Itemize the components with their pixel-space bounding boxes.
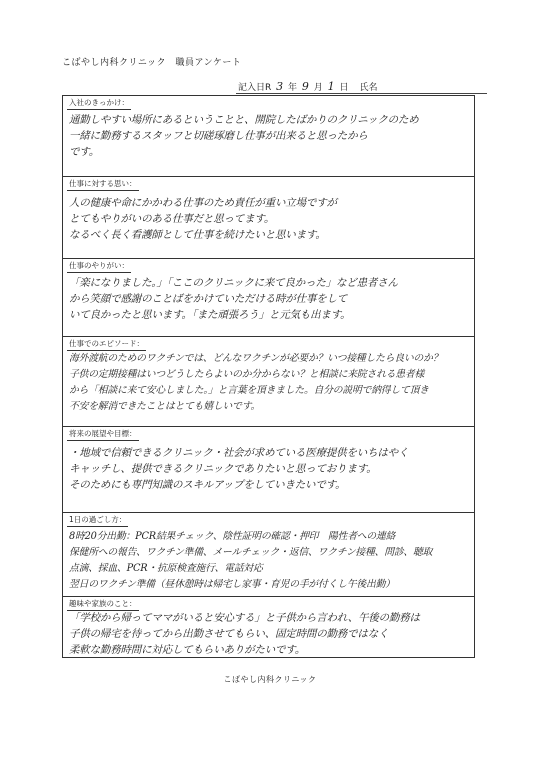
date-year-value: 3	[276, 80, 284, 93]
section-label: 将来の展望や目標：	[67, 429, 139, 441]
page-title: こばやし内科クリニック 職員アンケート	[62, 58, 242, 68]
handwritten-line: 翌日のワクチン準備（昼休憩時は帰宅し家事・育児の手が付くし午後出勤）	[69, 579, 395, 590]
section-label: 入社のきっかけ：	[67, 98, 131, 110]
handwritten-line: 点滴、採血、PCR・抗原検査施行、電話対応	[69, 563, 263, 574]
section-work-episode	[63, 336, 474, 426]
section-label: 1日の過ごし方：	[67, 515, 128, 527]
handwritten-line: なるべく長く看護師として仕事を続けたいと思います。	[69, 229, 326, 241]
footer-clinic-name: こばやし内科クリニック	[223, 675, 317, 684]
section-thoughts-on-work	[63, 176, 474, 258]
handwritten-line: 柔軟な勤務時間に対応してもらいありがたいです。	[69, 644, 306, 656]
handwritten-line: から笑顔で感謝のことばをかけていただける時が仕事をして	[69, 293, 348, 305]
section-reason-for-joining	[63, 96, 474, 176]
date-month-label: 月	[313, 83, 323, 93]
date-day-label: 日	[339, 83, 349, 93]
handwritten-line: 保健所への報告、ワクチン準備、メールチェック・返信、ワクチン接種、問診、聴取	[69, 547, 433, 558]
name-label: 氏名	[359, 83, 378, 93]
handwritten-line: 一緒に勤務するスタッフと切磋琢磨し仕事が出来ると思ったから	[69, 130, 368, 142]
section-label: 趣味や家族のこと：	[67, 599, 139, 611]
handwritten-line: 不安を解消できたことはとても嬉しいです。	[69, 401, 261, 412]
section-hobbies-family	[63, 596, 474, 659]
handwritten-line: 「学校から帰ってママがいると安心する」と子供から言われ、午後の勤務は	[69, 612, 420, 624]
survey-form	[62, 95, 475, 658]
handwritten-line: とてもやりがいのある仕事だと思ってます。	[69, 213, 275, 225]
handwritten-line: です。	[69, 146, 100, 158]
handwritten-line: 子供の帰宅を待ってから出勤させてもらい、固定時間の勤務ではなく	[69, 628, 389, 640]
handwritten-line: キャッチし、提供できるクリニックでありたいと思っております。	[69, 463, 377, 475]
date-underline	[236, 93, 487, 94]
section-future-goals	[63, 426, 474, 512]
handwritten-line: 海外渡航のためのワクチンでは、どんなワクチンが必要か？いつ接種したら良いのか？	[69, 353, 443, 364]
handwritten-line: 子供の定期接種はいつどうしたらよいのか分からない？と相談に来院される患者様	[69, 369, 425, 380]
date-day-value: 1	[327, 80, 335, 93]
section-label: 仕事のやりがい：	[67, 261, 131, 273]
handwritten-line: 通勤しやすい場所にあるということと、開院したばかりのクリニックのため	[69, 114, 419, 126]
handwritten-line: 人の健康や命にかかわる仕事のため責任が重い立場ですが	[69, 197, 337, 209]
handwritten-line: ・地域で信頼できるクリニック・社会が求めている医療提供をいちはやく	[69, 447, 409, 459]
section-label: 仕事でのエピソード：	[67, 339, 146, 351]
handwritten-line: 「楽になりました。」「ここのクリニックに来て良かった」など患者さん	[69, 277, 398, 289]
date-prefix: 記入日R	[238, 83, 272, 93]
handwritten-line: 8時20分出勤：PCR結果チェック、陰性証明の確認・押印 陽性者への連絡	[69, 531, 396, 542]
section-daily-schedule	[63, 512, 474, 596]
handwritten-line: から「相談に来て安心しました。」と言葉を頂きました。自分の説明で納得して頂き	[69, 385, 429, 396]
date-line	[238, 80, 377, 93]
section-label: 仕事に対する思い：	[67, 179, 139, 191]
handwritten-line: いて良かったと思います。「また頑張ろう」と元気も出ます。	[69, 309, 351, 321]
date-year-label: 年	[288, 83, 298, 93]
date-month-value: 9	[301, 80, 309, 93]
section-rewarding-aspects	[63, 258, 474, 336]
handwritten-line: そのためにも専門知識のスキルアップをしていきたいです。	[69, 479, 346, 491]
